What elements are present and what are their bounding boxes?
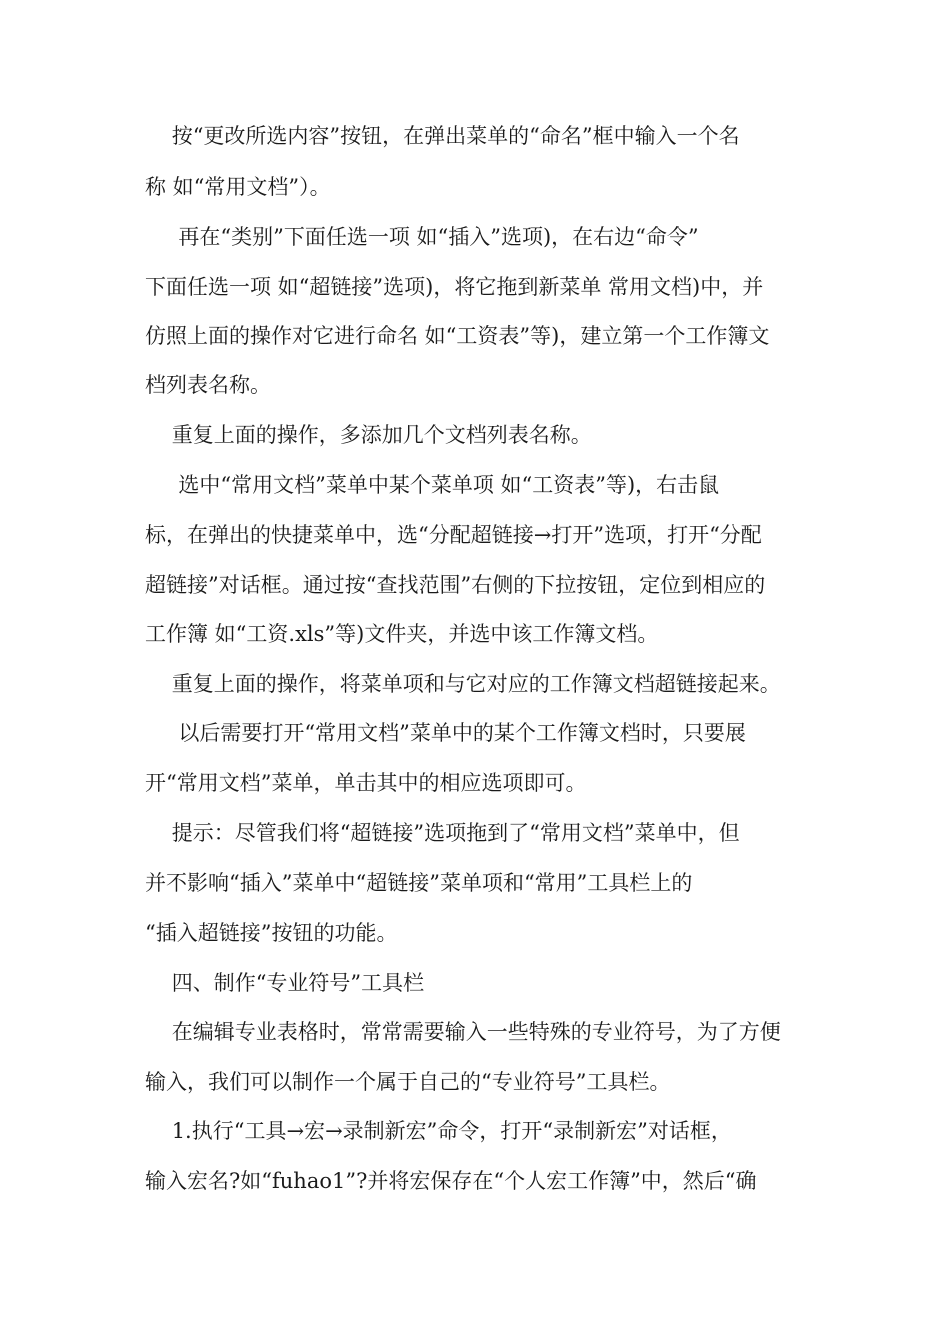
text-line: 以后需要打开“常用文档”菜单中的某个工作簿文档时，只要展	[145, 721, 746, 745]
text-line: 工作簿 如“工资.xls”等)文件夹，并选中该工作簿文档。	[145, 622, 659, 646]
text-line: 选中“常用文档”菜单中某个菜单项 如“工资表”等)，右击鼠	[145, 473, 720, 497]
text-line: 重复上面的操作，多添加几个文档列表名称。	[145, 423, 592, 447]
text-line: 开“常用文档”菜单，单击其中的相应选项即可。	[145, 771, 587, 795]
text-line: 超链接”对话框。通过按“查找范围”右侧的下拉按钮，定位到相应的	[145, 573, 766, 597]
text-line: 按“更改所选内容”按钮，在弹出菜单的“命名”框中输入一个名	[145, 124, 740, 148]
text-line: 1.执行“工具→宏→录制新宏”命令，打开“录制新宏”对话框，	[145, 1119, 732, 1143]
text-line: 称 如“常用文档”）。	[145, 175, 331, 199]
text-line: 并不影响“插入”菜单中“超链接”菜单项和“常用”工具栏上的	[145, 871, 693, 895]
heading-line: 四、制作“专业符号”工具栏	[145, 971, 425, 995]
text-line: 提示：尽管我们将“超链接”选项拖到了“常用文档”菜单中，但	[145, 821, 740, 845]
text-line: 下面任选一项 如“超链接”选项)，将它拖到新菜单 常用文档)中，并	[145, 275, 764, 299]
text-line: 输入宏名?如“fuhao1”?并将宏保存在“个人宏工作簿”中，然后“确	[145, 1169, 757, 1193]
text-line: 重复上面的操作，将菜单项和与它对应的工作簿文档超链接起来。	[145, 672, 781, 696]
text-line: 标，在弹出的快捷菜单中，选“分配超链接→打开”选项，打开“分配	[145, 523, 762, 547]
text-line: 再在“类别”下面任选一项 如“插入”选项)，在右边“命令”	[145, 225, 699, 249]
text-line: “插入超链接”按钮的功能。	[145, 921, 398, 945]
text-line: 档列表名称。	[145, 373, 271, 397]
text-line: 仿照上面的操作对它进行命名 如“工资表”等)，建立第一个工作簿文	[145, 324, 770, 348]
text-line: 在编辑专业表格时，常常需要输入一些特殊的专业符号，为了方便	[145, 1020, 781, 1044]
text-line: 输入，我们可以制作一个属于自己的“专业符号”工具栏。	[145, 1070, 671, 1094]
